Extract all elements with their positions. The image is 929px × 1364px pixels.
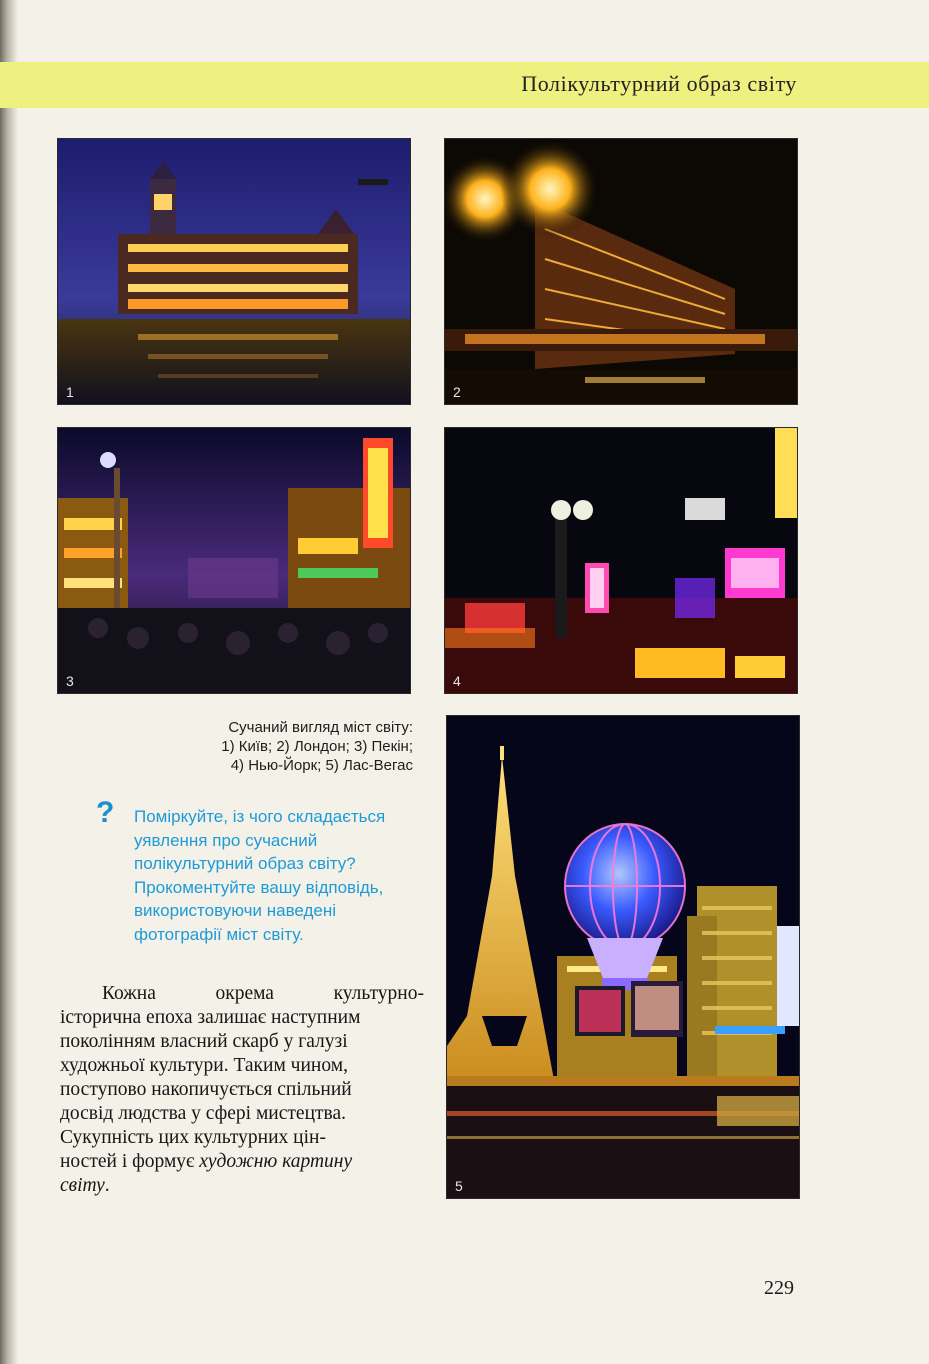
header-title: Полікультурний образ світу	[521, 71, 797, 96]
caption-line: 4) Нью-Йорк; 5) Лас-Вегас	[230, 757, 413, 774]
photo-number: 2	[453, 384, 461, 400]
question-line: Прокоментуйте вашу відповідь,	[134, 877, 384, 897]
photo-beijing	[58, 428, 410, 693]
photo-london-illustration	[445, 139, 797, 404]
photo-number: 4	[453, 673, 461, 689]
photo-london	[445, 139, 797, 404]
caption-line: 1) Київ; 2) Лондон; 3) Пекін;	[221, 738, 413, 755]
photo-number: 3	[66, 673, 74, 689]
body-line	[60, 1150, 424, 1174]
body-word: культурно-	[333, 983, 424, 1004]
body-line: художньої культури. Таким чином,	[60, 1055, 348, 1076]
question-block	[134, 805, 434, 946]
body-term-italic: художню картину	[199, 1151, 353, 1172]
photo-caption	[113, 718, 413, 775]
photo-kyiv	[58, 139, 410, 404]
question-line: фотографії міст світу.	[134, 924, 304, 944]
body-line: Сукупність цих культурних цін-	[60, 1127, 326, 1148]
caption-line: Сучаний вигляд міст світу:	[228, 719, 413, 736]
body-line	[60, 1174, 424, 1198]
photo-las-vegas-illustration	[447, 716, 799, 1198]
body-text-plain: .	[104, 1175, 110, 1196]
body-text-plain: ностей і формує	[60, 1151, 200, 1172]
question-mark-icon: ?	[96, 796, 115, 829]
body-line: досвід людства у сфері мистецтва.	[60, 1103, 347, 1124]
photo-new-york-illustration	[445, 428, 797, 693]
photo-las-vegas	[447, 716, 799, 1198]
question-line: Поміркуйте, із чого складається	[134, 807, 386, 826]
question-line: використовуючи наведені	[134, 901, 337, 920]
body-word: окрема	[215, 983, 274, 1004]
body-line: історична епоха залишає наступним	[60, 1007, 361, 1028]
header-band	[0, 62, 929, 108]
body-term-italic: світу	[60, 1175, 105, 1196]
photo-number: 5	[455, 1178, 463, 1194]
photo-beijing-illustration	[58, 428, 410, 693]
page-gutter-shadow	[0, 0, 18, 1364]
body-paragraph	[60, 982, 424, 1198]
body-line: поступово накопичується спільний	[60, 1079, 352, 1100]
photo-new-york	[445, 428, 797, 693]
page-number: 229	[764, 1277, 794, 1299]
photo-number: 1	[66, 384, 74, 400]
body-line: поколінням власний скарб у галузі	[60, 1031, 348, 1052]
photo-kyiv-illustration	[58, 139, 410, 404]
question-line: уявлення про сучасний	[134, 830, 318, 850]
body-word: Кожна	[102, 983, 156, 1004]
body-line	[60, 982, 424, 1006]
question-line: полікультурний образ світу?	[134, 854, 356, 873]
